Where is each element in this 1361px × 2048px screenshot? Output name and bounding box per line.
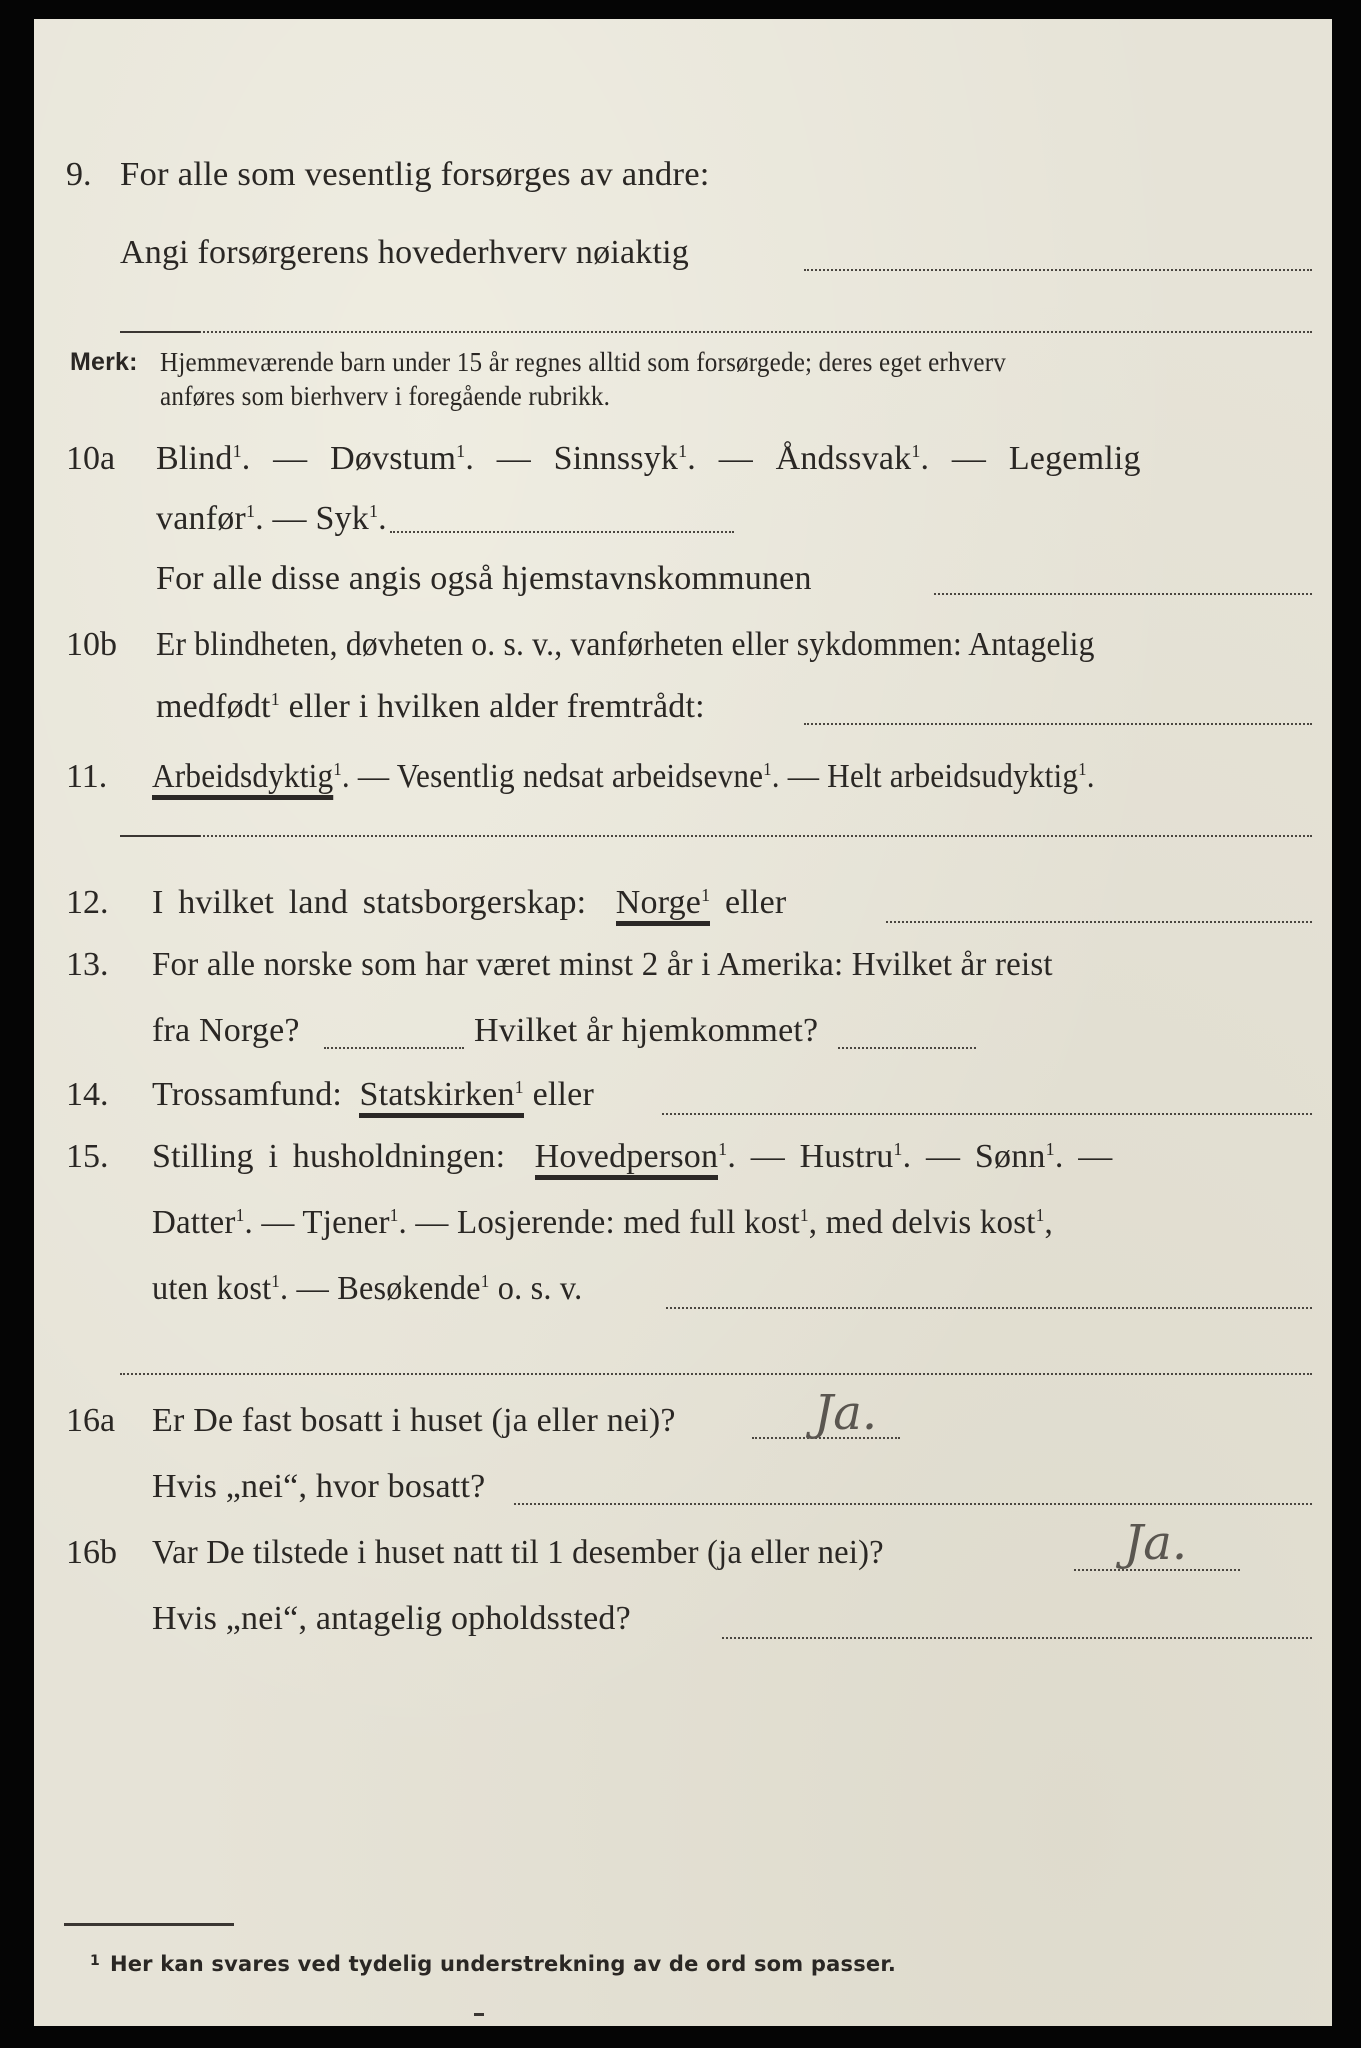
question-9-answer-line-2[interactable] xyxy=(120,331,1312,333)
question-10b-line-2: medfødt$^1$ eller i hvilken alder fremtrådt: xyxy=(156,688,705,725)
option-hustru[interactable]: . — Hustru xyxy=(727,1138,894,1175)
option-sinnssyk[interactable]: . — Sinnssyk xyxy=(465,440,679,477)
question-15-line-3: uten kost$^1$. — Besøkende$^1$ o. s. v. xyxy=(152,1270,583,1307)
note-text-line-2: anføres som bierhverv i foregående rubrikk. xyxy=(160,381,611,411)
question-15-answer-line[interactable] xyxy=(666,1307,1312,1309)
footnote: $^1$ Her kan svares ved tydelig understrekning av de ord som passer. xyxy=(90,1952,897,1976)
option-dovstum[interactable]: . — Døvstum xyxy=(241,440,457,477)
question-9-answer-line[interactable] xyxy=(804,269,1312,271)
question-10a-line-2: vanfør$^1$. — Syk$^1$. xyxy=(156,500,387,537)
option-andssvak[interactable]: . — Åndssvak xyxy=(687,440,912,477)
question-16b-location-line[interactable] xyxy=(722,1637,1312,1639)
question-10b-answer-line[interactable] xyxy=(804,723,1312,725)
question-10a-number: 10a xyxy=(66,440,116,477)
question-16a-number: 16a xyxy=(66,1402,116,1439)
option-uten-kost[interactable]: uten kost xyxy=(152,1270,272,1307)
question-10a-municipality-line[interactable] xyxy=(934,593,1312,595)
question-15-line-2: Datter$^1$. — Tjener$^1$. — Losjerende: med full kost$^1$, med delvis kost$^1$, xyxy=(152,1204,1053,1241)
question-14-number: 14. xyxy=(66,1076,109,1113)
question-13-line-2b: Hvilket år hjemkommet? xyxy=(474,1012,819,1049)
question-13-returned-line[interactable] xyxy=(838,1047,976,1049)
question-16a-handwritten-answer: Ja. xyxy=(814,1385,878,1441)
question-13-line-2a: fra Norge? xyxy=(152,1012,300,1049)
question-11-answer-line[interactable] xyxy=(120,835,1312,837)
question-16b-line-2: Hvis „nei“, antagelig opholdssted? xyxy=(152,1600,631,1637)
question-16a-line-2: Hvis „nei“, hvor bosatt? xyxy=(152,1468,486,1505)
question-13-departed-line[interactable] xyxy=(324,1047,464,1049)
option-helt-arbeidsudyktig[interactable]: . — Helt arbeidsudyktig xyxy=(771,758,1079,795)
question-11-number: 11. xyxy=(66,758,108,795)
question-15-answer-line-2[interactable] xyxy=(120,1373,1312,1375)
question-10b-number: 10b xyxy=(66,626,117,663)
question-12-number: 12. xyxy=(66,884,109,921)
question-11-line: Arbeidsdyktig$^1$. — Vesentlig nedsat arbeidsevne$^1$. — Helt arbeidsudyktig$^1$. xyxy=(152,757,1095,797)
option-vanfor[interactable]: vanfør xyxy=(156,500,246,537)
question-15-number: 15. xyxy=(66,1138,109,1175)
question-16a-location-line[interactable] xyxy=(514,1503,1312,1505)
question-12-answer-line[interactable] xyxy=(886,921,1312,923)
note-label: Merk: xyxy=(70,348,138,376)
option-tjener[interactable]: . — Tjener xyxy=(244,1204,390,1241)
option-hovedperson-selected[interactable]: Hovedperson xyxy=(535,1138,719,1180)
option-norge-selected[interactable]: Norge$^1$ xyxy=(616,884,711,926)
question-10a-answer-line[interactable] xyxy=(390,531,734,533)
question-14-answer-line[interactable] xyxy=(662,1113,1312,1115)
note-text-line-1: Hjemmeværende barn under 15 år regnes alltid som forsørgede; deres eget erhverv xyxy=(160,347,1007,377)
option-arbeidsdyktig-selected[interactable]: Arbeidsdyktig xyxy=(152,758,333,800)
option-legemlig-vanfor[interactable]: . — Legemlig xyxy=(920,440,1141,477)
question-13-line-1: For alle norske som har været minst 2 år i Amerika: Hvilket år reist xyxy=(152,946,1053,983)
question-10b-line-1: Er blindheten, døvheten o. s. v., vanførheten eller sykdommen: Antagelig xyxy=(156,626,1095,663)
option-delvis-kost[interactable]: , med delvis kost xyxy=(808,1204,1036,1241)
option-besokende[interactable]: . — Besøkende xyxy=(279,1270,481,1307)
question-9-number: 9. xyxy=(66,156,92,193)
question-14-line: Trossamfund: Statskirken$^1$ eller xyxy=(152,1075,594,1115)
question-9-text: For alle som vesentlig forsørges av andre: xyxy=(120,156,710,193)
page-mark xyxy=(474,2013,484,2016)
question-13-number: 13. xyxy=(66,946,109,983)
census-form-page xyxy=(34,19,1332,2026)
question-16b-line-1: Var De tilstede i huset natt til 1 desember (ja eller nei)? xyxy=(152,1534,884,1571)
question-16a-line-1: Er De fast bosatt i huset (ja eller nei)? xyxy=(152,1402,676,1439)
option-full-kost[interactable]: . — Losjerende: med full kost xyxy=(398,1204,800,1241)
question-9-subtext: Angi forsørgerens hovederhverv nøiaktig xyxy=(120,234,689,271)
option-statskirken-selected[interactable]: Statskirken$^1$ xyxy=(359,1076,523,1118)
footnote-rule xyxy=(64,1923,234,1926)
question-10a-line-1: Blind$^1$. — Døvstum$^1$. — Sinnssyk$^1$. — Åndssvak$^1$. — Legemlig xyxy=(156,440,1141,477)
option-vesentlig-nedsat[interactable]: . — Vesentlig nedsat arbeidsevne xyxy=(341,758,764,795)
option-syk[interactable]: . — Syk xyxy=(255,500,369,537)
question-16b-number: 16b xyxy=(66,1534,117,1571)
question-10a-line-3: For alle disse angis også hjemstavnskommunen xyxy=(156,560,812,597)
option-blind[interactable]: Blind$^1$ xyxy=(156,440,242,477)
question-16b-handwritten-answer: Ja. xyxy=(1124,1515,1188,1571)
question-12-line: I hvilket land statsborgerskap: Norge$^1$ eller xyxy=(152,883,786,923)
option-datter[interactable]: Datter xyxy=(152,1204,236,1241)
option-medfodt[interactable]: medfødt xyxy=(156,688,271,725)
question-15-line-1: Stilling i husholdningen: Hovedperson$^1$. — Hustru$^1$. — Sønn$^1$. — xyxy=(152,1137,1112,1177)
option-sonn[interactable]: . — Sønn xyxy=(902,1138,1046,1175)
